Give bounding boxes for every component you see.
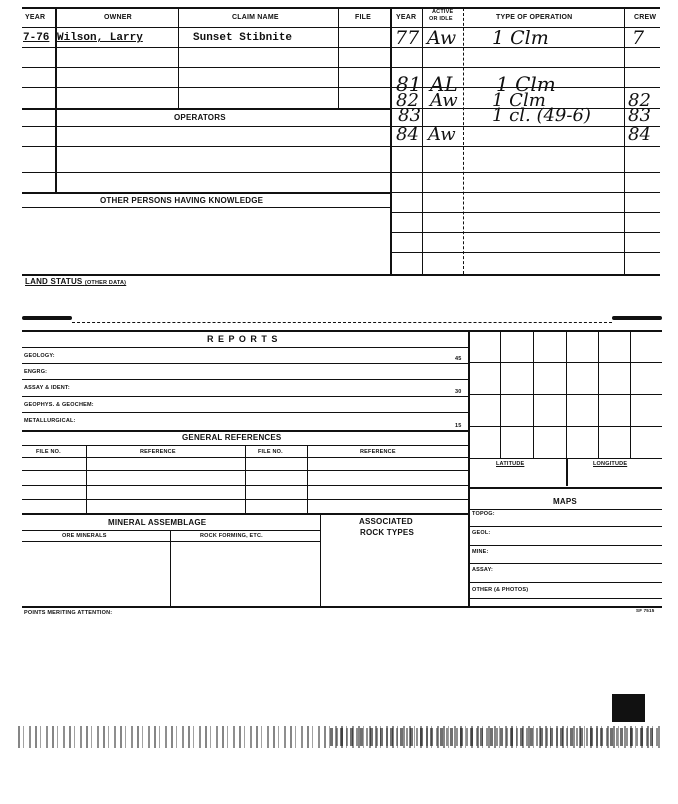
references-col-divider	[307, 445, 308, 513]
right-panel-divider	[468, 330, 470, 606]
activity-year-3: 82	[396, 90, 419, 111]
owner-claim-divider	[178, 8, 179, 108]
latitude-label: LATITUDE	[496, 461, 525, 467]
file-header: FILE	[355, 14, 371, 21]
references-col-divider	[245, 445, 246, 513]
geology-label: GEOLOGY:	[24, 353, 55, 359]
mineral-assemblage-rule	[22, 513, 468, 515]
maps-other-label: OTHER (& PHOTOS)	[472, 587, 529, 593]
activity-crew-4: 83	[628, 105, 651, 126]
operators-row-line	[22, 146, 390, 147]
other-persons-label: OTHER PERSONS HAVING KNOWLEDGE	[100, 196, 264, 205]
operators-label: OPERATORS	[174, 113, 226, 122]
grid-row	[468, 458, 662, 459]
mineral-col-divider	[170, 530, 171, 606]
activity-year-1: 77	[395, 27, 420, 49]
scan-black-mark	[612, 694, 645, 722]
activity-status-1: Aw	[427, 27, 457, 49]
main-divider	[390, 8, 392, 276]
claim-file-divider	[338, 8, 339, 108]
activity-crew-5: 84	[628, 124, 651, 145]
operators-rule	[22, 108, 390, 110]
reports-row-line	[22, 379, 468, 380]
activity-year-4: 83	[398, 105, 421, 126]
lower-form-top	[72, 322, 612, 323]
grid-row	[468, 394, 662, 395]
grid-row	[468, 362, 662, 363]
reports-title-rule	[22, 347, 468, 348]
maps-title: MAPS	[553, 497, 577, 506]
general-references-rule	[22, 430, 468, 432]
crew-header: CREW	[634, 14, 657, 21]
grid-row	[468, 426, 662, 427]
activity-status-3: Aw	[430, 90, 458, 111]
activity-row-line	[390, 192, 660, 193]
scan-noise-band-dark	[330, 728, 660, 746]
activity-row-line	[390, 67, 660, 68]
assay-ident-number: 30	[455, 389, 462, 395]
activity-row-line	[390, 212, 660, 213]
activity-row-line	[390, 146, 660, 147]
fold-mark-left	[22, 316, 72, 320]
reports-row-line	[22, 396, 468, 397]
rock-types-label: ROCK TYPES	[360, 528, 415, 537]
activity-row-line	[390, 252, 660, 253]
claim-name-header: CLAIM NAME	[232, 14, 279, 21]
ore-minerals-header: ORE MINERALS	[62, 533, 107, 539]
other-persons-line	[22, 207, 390, 208]
lat-long-divider	[566, 458, 568, 486]
activity-row-line	[390, 172, 660, 173]
activity-crew-1: 7	[632, 27, 645, 49]
maps-row-line	[468, 598, 662, 599]
maps-row-line	[468, 563, 662, 564]
claim-row-line	[22, 87, 390, 88]
references-col-divider	[86, 445, 87, 513]
reports-title: R E P O R T S	[207, 334, 279, 344]
activity-row-line	[390, 232, 660, 233]
operators-row-line	[22, 172, 390, 173]
rock-types-divider	[320, 513, 321, 606]
land-status-label	[25, 277, 126, 286]
top-rule	[22, 7, 660, 9]
mineral-headers-rule	[22, 541, 320, 542]
metallurgical-label: METALLURGICAL:	[24, 418, 76, 424]
geology-number: 45	[455, 356, 462, 362]
type-of-operation-header: TYPE OF OPERATION	[496, 14, 573, 21]
form-number: SF 7515	[636, 608, 655, 613]
reports-row-line	[22, 363, 468, 364]
general-references-title: GENERAL REFERENCES	[182, 433, 282, 442]
maps-topog-label: TOPOG:	[472, 511, 495, 517]
activity-operation-1: 1 Clm	[492, 27, 549, 49]
owner-header: OWNER	[104, 14, 132, 21]
activity-operation-3: 1 Clm	[492, 90, 546, 111]
activity-year-header: YEAR	[396, 14, 417, 21]
other-persons-rule	[22, 192, 390, 194]
claim-row-line	[22, 47, 390, 48]
geophys-geochem-label: GEOPHYS. & GEOCHEM:	[24, 402, 94, 408]
activity-crew-3: 82	[628, 90, 651, 111]
maps-row-line	[468, 545, 662, 546]
fold-mark-right	[612, 316, 662, 320]
activity-operation-2: 1 Clm	[496, 72, 556, 96]
operators-row-line	[22, 126, 390, 127]
claim-year-value: 7-76	[23, 32, 50, 44]
activity-status-2: AL	[430, 72, 458, 96]
maps-assay-label: ASSAY:	[472, 567, 494, 573]
longitude-label: LONGITUDE	[593, 461, 628, 467]
mineral-assemblage-title: MINERAL ASSEMBLAGE	[108, 518, 207, 527]
idle-header: OR IDLE	[429, 16, 453, 22]
claim-name-value: Sunset Stibnite	[193, 32, 293, 44]
land-status-title: LAND STATUS	[25, 277, 83, 286]
engineering-label: ENGRG:	[24, 369, 48, 375]
points-meriting-rule	[22, 606, 662, 608]
maps-title-rule	[468, 509, 662, 510]
land-status-subtitle: (OTHER DATA)	[84, 280, 127, 286]
reference-header-1: REFERENCE	[140, 449, 176, 455]
rock-forming-header: ROCK FORMING, ETC.	[200, 533, 263, 539]
claim-owner-value: Wilson, Larry	[57, 32, 143, 44]
maps-mine-label: MINE:	[472, 549, 489, 555]
maps-row-line	[468, 526, 662, 527]
associated-label: ASSOCIATED	[359, 517, 413, 526]
maps-geol-label: GEOL:	[472, 530, 491, 536]
assay-ident-label: ASSAY & IDENT:	[24, 385, 70, 391]
claim-row-line	[22, 67, 390, 68]
points-meriting-attention-label: POINTS MERITING ATTENTION:	[24, 610, 113, 616]
activity-status-5: Aw	[428, 124, 456, 145]
reference-header-2: REFERENCE	[360, 449, 396, 455]
header-rule	[22, 27, 660, 28]
land-status-rule	[22, 274, 660, 276]
maps-row-line	[468, 582, 662, 583]
year-header: YEAR	[25, 14, 46, 21]
mineral-assemblage-title-rule	[22, 530, 320, 531]
activity-year-2: 81	[396, 72, 422, 96]
activity-operation-4: 1 cl. (49-6)	[492, 105, 591, 126]
maps-rule	[468, 487, 662, 489]
metallurgical-number: 15	[455, 423, 462, 429]
active-header: ACTIVE	[432, 9, 454, 15]
reports-row-line	[22, 412, 468, 413]
file-no-header-2: FILE NO.	[258, 449, 283, 455]
activity-year-5: 84	[396, 124, 419, 145]
file-no-header-1: FILE NO.	[36, 449, 61, 455]
